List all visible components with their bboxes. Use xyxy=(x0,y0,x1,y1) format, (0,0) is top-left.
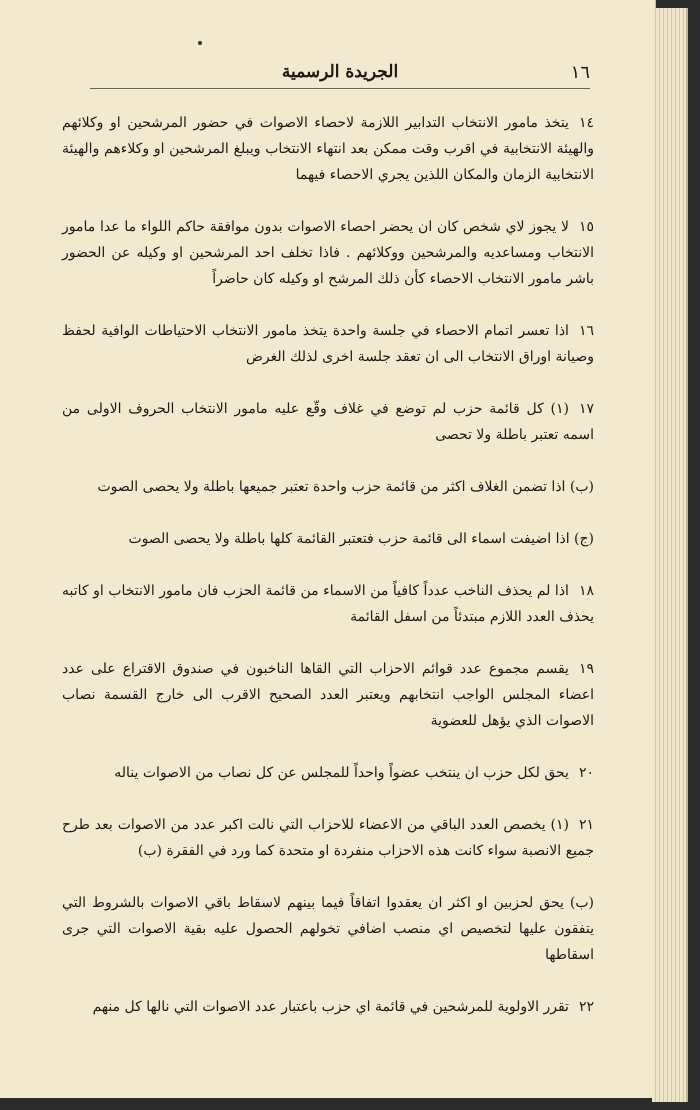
article-17-clause-b xyxy=(62,474,594,500)
article-text: اذا لم يحذف الناخب عدداً كافياً من الاسماء من قائمة الحزب فان مامور الانتخاب او كاتبه يحذف العدد اللازم مبتدئاً من اسفل القائمة xyxy=(62,583,594,625)
article-number: ٢٢ xyxy=(578,999,594,1015)
clause-text: (ب) يحق لحزبين او اكثر ان يعقدوا اتفاقاً فيما بينهم لاسقاط باقي الاصوات بالشروط التي يتفقون عليها لتخصيص اي منصب اضافي تخولهم الحصول عليه بقية الاصوات التي جرى اسقاطها xyxy=(62,895,594,963)
article-text: اذا تعسر اتمام الاحصاء في جلسة واحدة يتخذ مامور الانتخاب الاحتياطات الوافية لحفظ وصيانة اوراق الانتخاب الى ان تعقد جلسة اخرى لذلك الغرض xyxy=(62,323,594,365)
running-head xyxy=(90,62,590,89)
article-15 xyxy=(62,214,594,292)
article-22 xyxy=(62,994,594,1020)
article-16 xyxy=(62,318,594,370)
article-number: ٢٠ xyxy=(578,765,594,781)
article-17-clause-c xyxy=(62,526,594,552)
article-text: يتخذ مامور الانتخاب التدابير اللازمة لاحصاء الاصوات في حضور المرشحين او وكلائهم والهيئة الانتخابية في اقرب وقت ممكن بعد انتهاء الانتخاب ويبلغ المرشحين او وكلاءهم والهيئة الانتخابية الزمان والمكان اللذين يجري الاحصاء فيهما xyxy=(62,115,594,183)
body-text xyxy=(62,110,594,1046)
article-number: ١٧ xyxy=(578,401,594,417)
article-text: لا يجوز لاي شخص كان ان يحضر احصاء الاصوات بدون موافقة حاكم اللواء ما عدا مامور الانتخاب ومساعديه والمرشحين ووكلائهم . فاذا تخلف احد المرشحين او وكيله عن الحضور باشر مامور الانتخاب الاحصاء كأن ذلك المرشح او وكيله كان حاضراً xyxy=(62,219,594,287)
article-text: (١) يخصص العدد الباقي من الاعضاء للاحزاب التي نالت اكبر عدد من الاصوات بعد طرح جميع الانصبة سواء كانت هذه الاحزاب منفردة او متحدة كما ورد في الفقرة (ب) xyxy=(62,817,594,859)
article-number: ١٥ xyxy=(578,219,594,235)
article-text: يقسم مجموع عدد قوائم الاحزاب التي القاها الناخبون في صندوق الاقتراع على عدد اعضاء المجلس الواجب انتخابهم ويعتبر العدد الصحيح الاقرب الى خارج القسمة نصاب الاصوات الذي يؤهل للعضوية xyxy=(62,661,594,729)
clause-text: (ج) اذا اضيفت اسماء الى قائمة حزب فتعتبر القائمة كلها باطلة ولا يحصى الصوت xyxy=(128,531,594,547)
article-text: يحق لكل حزب ان ينتخب عضواً واحداً للمجلس عن كل نصاب من الاصوات يناله xyxy=(114,765,569,781)
article-21-clause-b xyxy=(62,890,594,968)
binding-mark xyxy=(198,41,202,45)
article-number: ٢١ xyxy=(578,817,594,833)
clause-text: (ب) اذا تضمن الغلاف اكثر من قائمة حزب واحدة تعتبر جميعها باطلة ولا يحصى الصوت xyxy=(97,479,594,495)
article-21 xyxy=(62,812,594,864)
journal-title: الجريدة الرسمية xyxy=(281,62,399,82)
article-text: تقرر الاولوية للمرشحين في قائمة اي حزب باعتبار عدد الاصوات التي نالها كل منهم xyxy=(92,999,569,1015)
article-17 xyxy=(62,396,594,448)
article-number: ١٤ xyxy=(578,115,594,131)
article-number: ١٨ xyxy=(578,583,594,599)
page-edges xyxy=(652,8,688,1102)
article-text: (١) كل قائمة حزب لم توضع في غلاف وقّع عليه مامور الانتخاب الحروف الاولى من اسمه تعتبر باطلة ولا تحصى xyxy=(62,401,594,443)
article-19 xyxy=(62,656,594,734)
article-number: ١٦ xyxy=(578,323,594,339)
article-18 xyxy=(62,578,594,630)
page-number: ١٦ xyxy=(570,62,590,83)
article-number: ١٩ xyxy=(578,661,594,677)
article-14 xyxy=(62,110,594,188)
article-20 xyxy=(62,760,594,786)
